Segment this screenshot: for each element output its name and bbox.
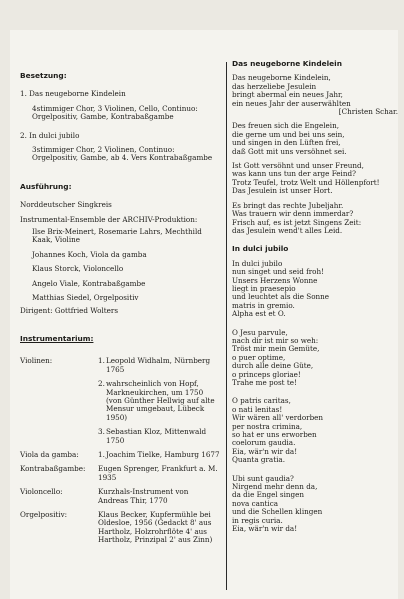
lyric-line: Alpha est et O. [232, 309, 286, 319]
orgel-label: Orgelpositiv: [20, 510, 68, 519]
kontrabass-desc: Eugen Sprenger, Frankfurt a. M. 1935 [98, 464, 218, 482]
song2-stanza2 [232, 329, 398, 388]
item2-desc: 3stimmiger Chor, 2 Violinen, Continuo: Orgelpositiv, Gambe, ab 4. Vers Kontrabaßgambe [32, 145, 213, 163]
cello-row [20, 488, 220, 505]
violin3-number: 3. [98, 427, 105, 437]
lyric-line: Ist Gott versöhnt und unser Freund, [232, 161, 364, 171]
lyric-line: das herzeliebe Jesulein [232, 81, 317, 91]
lyric-line: nach dir ist mir so weh: [232, 335, 319, 345]
lyric-line: o puer optime, [232, 352, 286, 362]
lyric-line: Trahe me post te! [232, 378, 297, 387]
lyric-line: nova cantica [232, 498, 279, 508]
lyric-line: Tröst mir mein Gemüte, [232, 344, 320, 354]
violin2-number: 2. [98, 379, 105, 389]
lyric-line: und singen in den Lüften frei, [232, 138, 341, 148]
violin1-number: 1. [98, 356, 105, 366]
item1-desc: 4stimmiger Chor, 3 Violinen, Cello, Continuo: Orgelpositiv, Gambe, Kontrabaßgambe [32, 103, 198, 122]
song2-stanza3 [232, 397, 398, 464]
song1-stanza4 [232, 202, 398, 236]
lyric-line: Unsers Herzens Wonne [232, 275, 318, 285]
lyric-line: O Jesu parvule, [232, 327, 288, 337]
column-divider [226, 62, 227, 590]
item1-title: 1. Das neugeborne Kindelein [20, 89, 126, 99]
lyric-line: was kann uns tun der arge Feind? [232, 169, 356, 179]
cello-label: Violoncello: [20, 487, 63, 497]
lyric-line: liegt in praesepio [232, 283, 296, 293]
violinen-label: Violinen: [20, 356, 53, 366]
lyric-line: Es bringt das rechte Jubeljahr. [232, 200, 344, 210]
song2-stanza4 [232, 475, 398, 534]
lyric-line: Das neugeborne Kindelein, [232, 73, 331, 83]
lyric-line: Was trauern wir denn immerdar? [232, 209, 354, 219]
besetzung-heading: Besetzung: [20, 71, 67, 80]
violinen-row [20, 357, 220, 445]
violin2-desc: wahrscheinlich von Hopf, Markneukirchen, um 1750 (von Günther Hellwig auf alte Mensur umgebaut, Lübeck 1950) [106, 379, 215, 422]
song1-stanza2 [232, 122, 398, 156]
lyric-line: Trotz Teufel, trotz Welt und Höllenpfort! [232, 177, 380, 187]
orgel-row [20, 511, 220, 545]
performer-ensemble: Instrumental-Ensemble der ARCHIV-Produktion: [20, 214, 198, 224]
lyric-line: O patris caritas, [232, 396, 291, 406]
lyric-line: nun singet und seid froh! [232, 267, 325, 277]
lyric-line: daß Gott mit uns versöhnet sei. [232, 146, 347, 156]
lyric-line: bringt abermal ein neues Jahr, [232, 90, 343, 100]
performer-kontrabass: Angelo Viale, Kontrabaßgambe [32, 278, 146, 288]
gamba-desc: Joachim Tielke, Hamburg 1677 [106, 449, 220, 459]
lyric-line: matris in gremio. [232, 300, 295, 310]
orgel-desc: Klaus Becker, Kupfermühle bei Oldesloe, 1956 (Gedackt 8' aus Hartholz, Holzrohrflöte 4' aus Hartholz, Prinzipal 2' aus Zinn) [98, 510, 213, 545]
lyric-line: o nati lenitas! [232, 404, 283, 414]
lyric-line: Eia, wär'n wir da! [232, 524, 298, 534]
song2-stanza1 [232, 260, 398, 319]
kontrabass-row [20, 465, 220, 482]
song1-heading: Das neugeborne Kindelein [232, 59, 342, 68]
performer-gamba: Johannes Koch, Viola da gamba [32, 249, 147, 259]
lyric-line: so hat er uns erworben [232, 430, 317, 440]
song2-heading: In dulci jubilo [232, 244, 289, 254]
instrumentarium-heading: Instrumentarium: [20, 333, 94, 343]
lyric-line: Eia, wär'n wir da! [232, 446, 298, 456]
lyric-line: da die Engel singen [232, 490, 305, 500]
gamba-label: Viola da gamba: [20, 449, 79, 459]
lyric-line: per nostra crimina, [232, 421, 303, 431]
lyric-line: in regis curia. [232, 515, 283, 525]
left-column [20, 72, 220, 545]
kontrabass-label: Kontrabaßgambe: [20, 464, 86, 474]
performer-organ: Matthias Siedel, Orgelpositiv [32, 293, 139, 303]
lyric-line: durch alle deine Güte, [232, 361, 314, 371]
gamba-row [20, 451, 220, 459]
lyric-line: Nirgend mehr denn da, [232, 482, 318, 492]
performer-violins: Ilse Brix-Meinert, Rosemarie Lahrs, Mechthild Kaak, Violine [32, 227, 202, 245]
lyric-line: Wir wären all' verdorben [232, 413, 324, 423]
lyric-line: Frisch auf, es ist jetzt Singens Zeit: [232, 217, 362, 227]
lyric-line: und leuchtet als die Sonne [232, 292, 330, 302]
item2-title: 2. In dulci jubilo [20, 130, 80, 140]
lyric-line: Quanta gratia. [232, 455, 285, 465]
lyric-line: die gerne um und bei uns sein, [232, 129, 345, 139]
lyric-line: o princeps gloriae! [232, 369, 301, 379]
lyric-line: [Christen Schar. [338, 107, 398, 117]
cello-desc: Kurzhals-Instrument von Andreas Thir, 1770 [98, 487, 189, 505]
performer-cello: Klaus Storck, Violoncello [32, 264, 124, 274]
right-column [232, 60, 398, 534]
lyric-line: coelorum gaudia. [232, 438, 296, 448]
violin1-desc: Leopold Widhalm, Nürnberg 1765 [106, 356, 211, 374]
song1-stanza1 [232, 74, 398, 116]
lyric-line: In dulci jubilo [232, 258, 283, 268]
gamba-number: 1. [98, 449, 105, 459]
ausfuehrung-heading: Ausführung: [20, 181, 72, 191]
lyric-line: Das Jesulein ist unser Hort. [232, 186, 333, 196]
song1-stanza3 [232, 162, 398, 196]
violin3-desc: Sebastian Kloz, Mittenwald 1750 [106, 427, 207, 445]
performer-choir: Norddeutscher Singkreis [20, 200, 112, 210]
performer-conductor: Dirigent: Gottfried Wolters [20, 305, 119, 315]
lyric-line: ein neues Jahr der auserwählten [232, 98, 351, 108]
lyric-line: das Jesulein wend't alles Leid. [232, 225, 343, 235]
lyric-line: Des freuen sich die Engelein, [232, 121, 339, 131]
lyric-line: Ubi sunt gaudia? [232, 473, 294, 483]
lyric-line: und die Schellen klingen [232, 507, 323, 517]
